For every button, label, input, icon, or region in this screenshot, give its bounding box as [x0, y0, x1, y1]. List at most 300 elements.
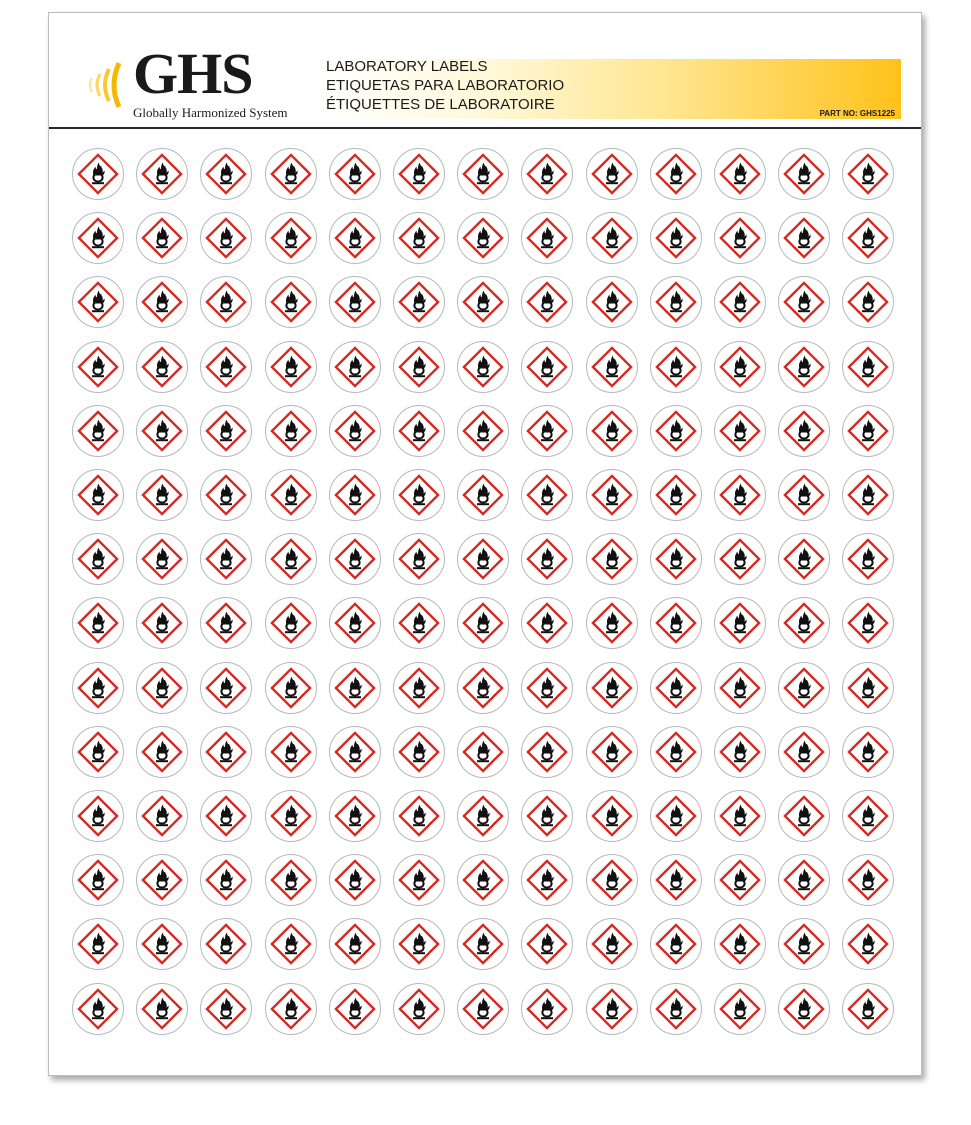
flame-over-circle-icon [456, 468, 510, 522]
flame-over-circle-icon [199, 275, 253, 329]
pictogram-label [71, 725, 125, 779]
flame-over-circle-icon [841, 982, 895, 1036]
logo-subtitle: Globally Harmonized System [133, 105, 288, 120]
flame-over-circle-icon [649, 211, 703, 265]
flame-over-circle-icon [713, 340, 767, 394]
pictogram-label [392, 853, 446, 907]
flame-over-circle-icon [520, 468, 574, 522]
flame-over-circle-icon [264, 596, 318, 650]
label-grid [49, 13, 921, 1075]
flame-over-circle-icon [135, 340, 189, 394]
pictogram-label [135, 789, 189, 843]
flame-over-circle-icon [135, 211, 189, 265]
pictogram-label [585, 725, 639, 779]
flame-over-circle-icon [841, 404, 895, 458]
pictogram-label [199, 725, 253, 779]
flame-over-circle-icon [264, 211, 318, 265]
pictogram-label [841, 596, 895, 650]
flame-over-circle-icon [71, 982, 125, 1036]
flame-over-circle-icon [456, 147, 510, 201]
flame-over-circle-icon [71, 532, 125, 586]
pictogram-label [713, 661, 767, 715]
pictogram-label [392, 340, 446, 394]
pictogram-label [649, 789, 703, 843]
pictogram-label [777, 982, 831, 1036]
flame-over-circle-icon [649, 982, 703, 1036]
pictogram-label [199, 532, 253, 586]
flame-over-circle-icon [199, 853, 253, 907]
flame-over-circle-icon [135, 532, 189, 586]
flame-over-circle-icon [199, 211, 253, 265]
pictogram-label [713, 147, 767, 201]
pictogram-label [392, 211, 446, 265]
flame-over-circle-icon [841, 275, 895, 329]
flame-over-circle-icon [392, 275, 446, 329]
pictogram-label [328, 275, 382, 329]
flame-over-circle-icon [71, 404, 125, 458]
flame-over-circle-icon [520, 917, 574, 971]
flame-over-circle-icon [264, 275, 318, 329]
pictogram-label [777, 789, 831, 843]
pictogram-label [328, 982, 382, 1036]
pictogram-label [649, 468, 703, 522]
flame-over-circle-icon [71, 917, 125, 971]
pictogram-label [841, 404, 895, 458]
flame-over-circle-icon [328, 661, 382, 715]
flame-over-circle-icon [713, 468, 767, 522]
pictogram-label [520, 147, 574, 201]
flame-over-circle-icon [585, 596, 639, 650]
flame-over-circle-icon [328, 853, 382, 907]
pictogram-label [585, 147, 639, 201]
flame-over-circle-icon [328, 340, 382, 394]
flame-over-circle-icon [841, 725, 895, 779]
pictogram-label [585, 404, 639, 458]
pictogram-label [585, 917, 639, 971]
flame-over-circle-icon [456, 340, 510, 394]
pictogram-label [135, 532, 189, 586]
flame-over-circle-icon [585, 789, 639, 843]
pictogram-label [392, 275, 446, 329]
pictogram-label [777, 147, 831, 201]
pictogram-label [71, 661, 125, 715]
flame-over-circle-icon [777, 661, 831, 715]
pictogram-label [199, 596, 253, 650]
pictogram-label [135, 596, 189, 650]
pictogram-label [264, 340, 318, 394]
flame-over-circle-icon [713, 982, 767, 1036]
flame-over-circle-icon [777, 340, 831, 394]
flame-over-circle-icon [199, 147, 253, 201]
pictogram-label [328, 789, 382, 843]
pictogram-label [585, 340, 639, 394]
pictogram-label [392, 532, 446, 586]
pictogram-label [713, 532, 767, 586]
flame-over-circle-icon [649, 725, 703, 779]
pictogram-label [392, 725, 446, 779]
flame-over-circle-icon [777, 404, 831, 458]
pictogram-label [392, 982, 446, 1036]
flame-over-circle-icon [713, 596, 767, 650]
flame-over-circle-icon [585, 532, 639, 586]
flame-over-circle-icon [71, 789, 125, 843]
pictogram-label [328, 468, 382, 522]
flame-over-circle-icon [392, 147, 446, 201]
flame-over-circle-icon [392, 789, 446, 843]
flame-over-circle-icon [328, 404, 382, 458]
pictogram-label [777, 853, 831, 907]
pictogram-label [135, 147, 189, 201]
pictogram-label [456, 917, 510, 971]
pictogram-label [135, 404, 189, 458]
pictogram-label [199, 211, 253, 265]
flame-over-circle-icon [777, 596, 831, 650]
flame-over-circle-icon [264, 661, 318, 715]
flame-over-circle-icon [777, 789, 831, 843]
flame-over-circle-icon [777, 211, 831, 265]
pictogram-label [649, 147, 703, 201]
flame-over-circle-icon [264, 532, 318, 586]
title-spanish: ETIQUETAS PARA LABORATORIO [326, 77, 565, 94]
flame-over-circle-icon [713, 147, 767, 201]
flame-over-circle-icon [328, 532, 382, 586]
pictogram-label [520, 340, 574, 394]
pictogram-label [520, 853, 574, 907]
logo-title: GHS [133, 41, 253, 106]
pictogram-label [264, 532, 318, 586]
flame-over-circle-icon [841, 853, 895, 907]
pictogram-label [456, 532, 510, 586]
pictogram-label [520, 789, 574, 843]
pictogram-label [456, 468, 510, 522]
flame-over-circle-icon [456, 982, 510, 1036]
flame-over-circle-icon [777, 853, 831, 907]
flame-over-circle-icon [841, 917, 895, 971]
flame-over-circle-icon [328, 211, 382, 265]
pictogram-label [264, 596, 318, 650]
flame-over-circle-icon [841, 340, 895, 394]
pictogram-label [71, 789, 125, 843]
flame-over-circle-icon [328, 725, 382, 779]
flame-over-circle-icon [649, 596, 703, 650]
flame-over-circle-icon [777, 532, 831, 586]
pictogram-label [199, 789, 253, 843]
pictogram-label [328, 211, 382, 265]
pictogram-label [135, 725, 189, 779]
pictogram-label [456, 789, 510, 843]
pictogram-label [713, 468, 767, 522]
pictogram-label [264, 789, 318, 843]
flame-over-circle-icon [649, 340, 703, 394]
pictogram-label [264, 147, 318, 201]
pictogram-label [585, 789, 639, 843]
flame-over-circle-icon [520, 147, 574, 201]
flame-over-circle-icon [841, 468, 895, 522]
flame-over-circle-icon [585, 211, 639, 265]
pictogram-label [328, 147, 382, 201]
part-number: PART NO: GHS1225 [819, 109, 895, 118]
pictogram-label [585, 532, 639, 586]
pictogram-label [135, 917, 189, 971]
pictogram-label [649, 340, 703, 394]
pictogram-label [71, 532, 125, 586]
flame-over-circle-icon [520, 982, 574, 1036]
pictogram-label [713, 853, 767, 907]
flame-over-circle-icon [135, 275, 189, 329]
pictogram-label [713, 917, 767, 971]
pictogram-label [520, 596, 574, 650]
flame-over-circle-icon [585, 853, 639, 907]
pictogram-label [135, 982, 189, 1036]
flame-over-circle-icon [328, 275, 382, 329]
flame-over-circle-icon [520, 275, 574, 329]
pictogram-label [392, 789, 446, 843]
flame-over-circle-icon [585, 661, 639, 715]
pictogram-label [841, 789, 895, 843]
pictogram-label [713, 275, 767, 329]
flame-over-circle-icon [649, 532, 703, 586]
pictogram-label [456, 661, 510, 715]
pictogram-label [841, 725, 895, 779]
flame-over-circle-icon [713, 917, 767, 971]
pictogram-label [520, 211, 574, 265]
pictogram-label [71, 468, 125, 522]
flame-over-circle-icon [520, 661, 574, 715]
pictogram-label [649, 275, 703, 329]
flame-over-circle-icon [585, 725, 639, 779]
flame-over-circle-icon [713, 661, 767, 715]
pictogram-label [264, 468, 318, 522]
pictogram-label [264, 275, 318, 329]
flame-over-circle-icon [135, 982, 189, 1036]
flame-over-circle-icon [649, 789, 703, 843]
flame-over-circle-icon [199, 532, 253, 586]
flame-over-circle-icon [777, 147, 831, 201]
pictogram-label [71, 275, 125, 329]
pictogram-label [585, 211, 639, 265]
pictogram-label [135, 340, 189, 394]
flame-over-circle-icon [585, 147, 639, 201]
flame-over-circle-icon [135, 468, 189, 522]
pictogram-label [649, 532, 703, 586]
pictogram-label [456, 853, 510, 907]
flame-over-circle-icon [520, 789, 574, 843]
pictogram-label [199, 661, 253, 715]
pictogram-label [520, 404, 574, 458]
pictogram-label [456, 340, 510, 394]
pictogram-label [264, 725, 318, 779]
flame-over-circle-icon [199, 725, 253, 779]
pictogram-label [135, 211, 189, 265]
flame-over-circle-icon [264, 917, 318, 971]
pictogram-label [328, 725, 382, 779]
pictogram-label [841, 917, 895, 971]
pictogram-label [841, 147, 895, 201]
flame-over-circle-icon [777, 917, 831, 971]
flame-over-circle-icon [841, 596, 895, 650]
pictogram-label [456, 147, 510, 201]
flame-over-circle-icon [649, 147, 703, 201]
flame-over-circle-icon [392, 596, 446, 650]
pictogram-label [520, 917, 574, 971]
flame-over-circle-icon [841, 661, 895, 715]
pictogram-label [264, 211, 318, 265]
flame-over-circle-icon [135, 853, 189, 907]
pictogram-label [649, 596, 703, 650]
flame-over-circle-icon [199, 404, 253, 458]
flame-over-circle-icon [71, 211, 125, 265]
flame-over-circle-icon [199, 917, 253, 971]
pictogram-label [199, 275, 253, 329]
pictogram-label [520, 468, 574, 522]
flame-over-circle-icon [328, 917, 382, 971]
pictogram-label [585, 853, 639, 907]
pictogram-label [841, 532, 895, 586]
flame-over-circle-icon [713, 789, 767, 843]
pictogram-label [328, 661, 382, 715]
flame-over-circle-icon [520, 340, 574, 394]
pictogram-label [71, 982, 125, 1036]
flame-over-circle-icon [585, 340, 639, 394]
flame-over-circle-icon [649, 468, 703, 522]
pictogram-label [392, 147, 446, 201]
pictogram-label [71, 404, 125, 458]
pictogram-label [71, 853, 125, 907]
flame-over-circle-icon [585, 468, 639, 522]
pictogram-label [392, 468, 446, 522]
flame-over-circle-icon [456, 725, 510, 779]
pictogram-label [713, 211, 767, 265]
pictogram-label [649, 982, 703, 1036]
pictogram-label [328, 853, 382, 907]
flame-over-circle-icon [392, 211, 446, 265]
pictogram-label [777, 404, 831, 458]
pictogram-label [199, 147, 253, 201]
pictogram-label [649, 917, 703, 971]
flame-over-circle-icon [456, 853, 510, 907]
flame-over-circle-icon [456, 661, 510, 715]
flame-over-circle-icon [456, 596, 510, 650]
flame-over-circle-icon [585, 982, 639, 1036]
flame-over-circle-icon [585, 275, 639, 329]
pictogram-label [71, 340, 125, 394]
pictogram-label [713, 982, 767, 1036]
flame-over-circle-icon [649, 853, 703, 907]
pictogram-label [392, 596, 446, 650]
flame-over-circle-icon [456, 275, 510, 329]
pictogram-label [199, 853, 253, 907]
flame-over-circle-icon [841, 211, 895, 265]
flame-over-circle-icon [520, 725, 574, 779]
flame-over-circle-icon [520, 532, 574, 586]
pictogram-label [777, 211, 831, 265]
pictogram-label [777, 725, 831, 779]
flame-over-circle-icon [392, 917, 446, 971]
flame-over-circle-icon [520, 853, 574, 907]
flame-over-circle-icon [456, 211, 510, 265]
flame-over-circle-icon [456, 532, 510, 586]
pictogram-label [328, 404, 382, 458]
label-sheet [48, 12, 922, 1076]
flame-over-circle-icon [392, 853, 446, 907]
flame-over-circle-icon [841, 789, 895, 843]
flame-over-circle-icon [135, 147, 189, 201]
flame-over-circle-icon [777, 468, 831, 522]
pictogram-label [328, 917, 382, 971]
flame-over-circle-icon [135, 789, 189, 843]
pictogram-label [264, 404, 318, 458]
flame-over-circle-icon [649, 275, 703, 329]
flame-over-circle-icon [777, 982, 831, 1036]
flame-over-circle-icon [264, 340, 318, 394]
pictogram-label [777, 917, 831, 971]
flame-over-circle-icon [199, 468, 253, 522]
flame-over-circle-icon [392, 725, 446, 779]
pictogram-label [456, 404, 510, 458]
pictogram-label [71, 917, 125, 971]
flame-over-circle-icon [713, 211, 767, 265]
pictogram-label [199, 340, 253, 394]
pictogram-label [777, 275, 831, 329]
flame-over-circle-icon [841, 532, 895, 586]
flame-over-circle-icon [649, 661, 703, 715]
pictogram-label [520, 725, 574, 779]
pictogram-label [713, 789, 767, 843]
flame-over-circle-icon [713, 404, 767, 458]
pictogram-label [585, 275, 639, 329]
flame-over-circle-icon [649, 917, 703, 971]
flame-over-circle-icon [71, 661, 125, 715]
pictogram-label [264, 853, 318, 907]
flame-over-circle-icon [264, 147, 318, 201]
pictogram-label [71, 211, 125, 265]
pictogram-label [328, 532, 382, 586]
pictogram-label [713, 340, 767, 394]
flame-over-circle-icon [264, 982, 318, 1036]
pictogram-label [713, 725, 767, 779]
flame-over-circle-icon [264, 468, 318, 522]
title-french: ÉTIQUETTES DE LABORATOIRE [326, 96, 555, 113]
pictogram-label [841, 340, 895, 394]
pictogram-label [456, 725, 510, 779]
pictogram-label [520, 532, 574, 586]
flame-over-circle-icon [713, 725, 767, 779]
pictogram-label [777, 468, 831, 522]
flame-over-circle-icon [328, 789, 382, 843]
flame-over-circle-icon [264, 404, 318, 458]
pictogram-label [135, 661, 189, 715]
flame-over-circle-icon [328, 596, 382, 650]
flame-over-circle-icon [328, 147, 382, 201]
flame-over-circle-icon [264, 789, 318, 843]
flame-over-circle-icon [585, 404, 639, 458]
flame-over-circle-icon [71, 725, 125, 779]
title-english: LABORATORY LABELS [326, 58, 488, 75]
flame-over-circle-icon [392, 404, 446, 458]
pictogram-label [264, 661, 318, 715]
flame-over-circle-icon [135, 661, 189, 715]
pictogram-label [585, 661, 639, 715]
pictogram-label [585, 982, 639, 1036]
flame-over-circle-icon [199, 789, 253, 843]
flame-over-circle-icon [199, 340, 253, 394]
pictogram-label [841, 211, 895, 265]
flame-over-circle-icon [777, 725, 831, 779]
flame-over-circle-icon [392, 532, 446, 586]
pictogram-label [71, 596, 125, 650]
flame-over-circle-icon [713, 275, 767, 329]
flame-over-circle-icon [456, 789, 510, 843]
